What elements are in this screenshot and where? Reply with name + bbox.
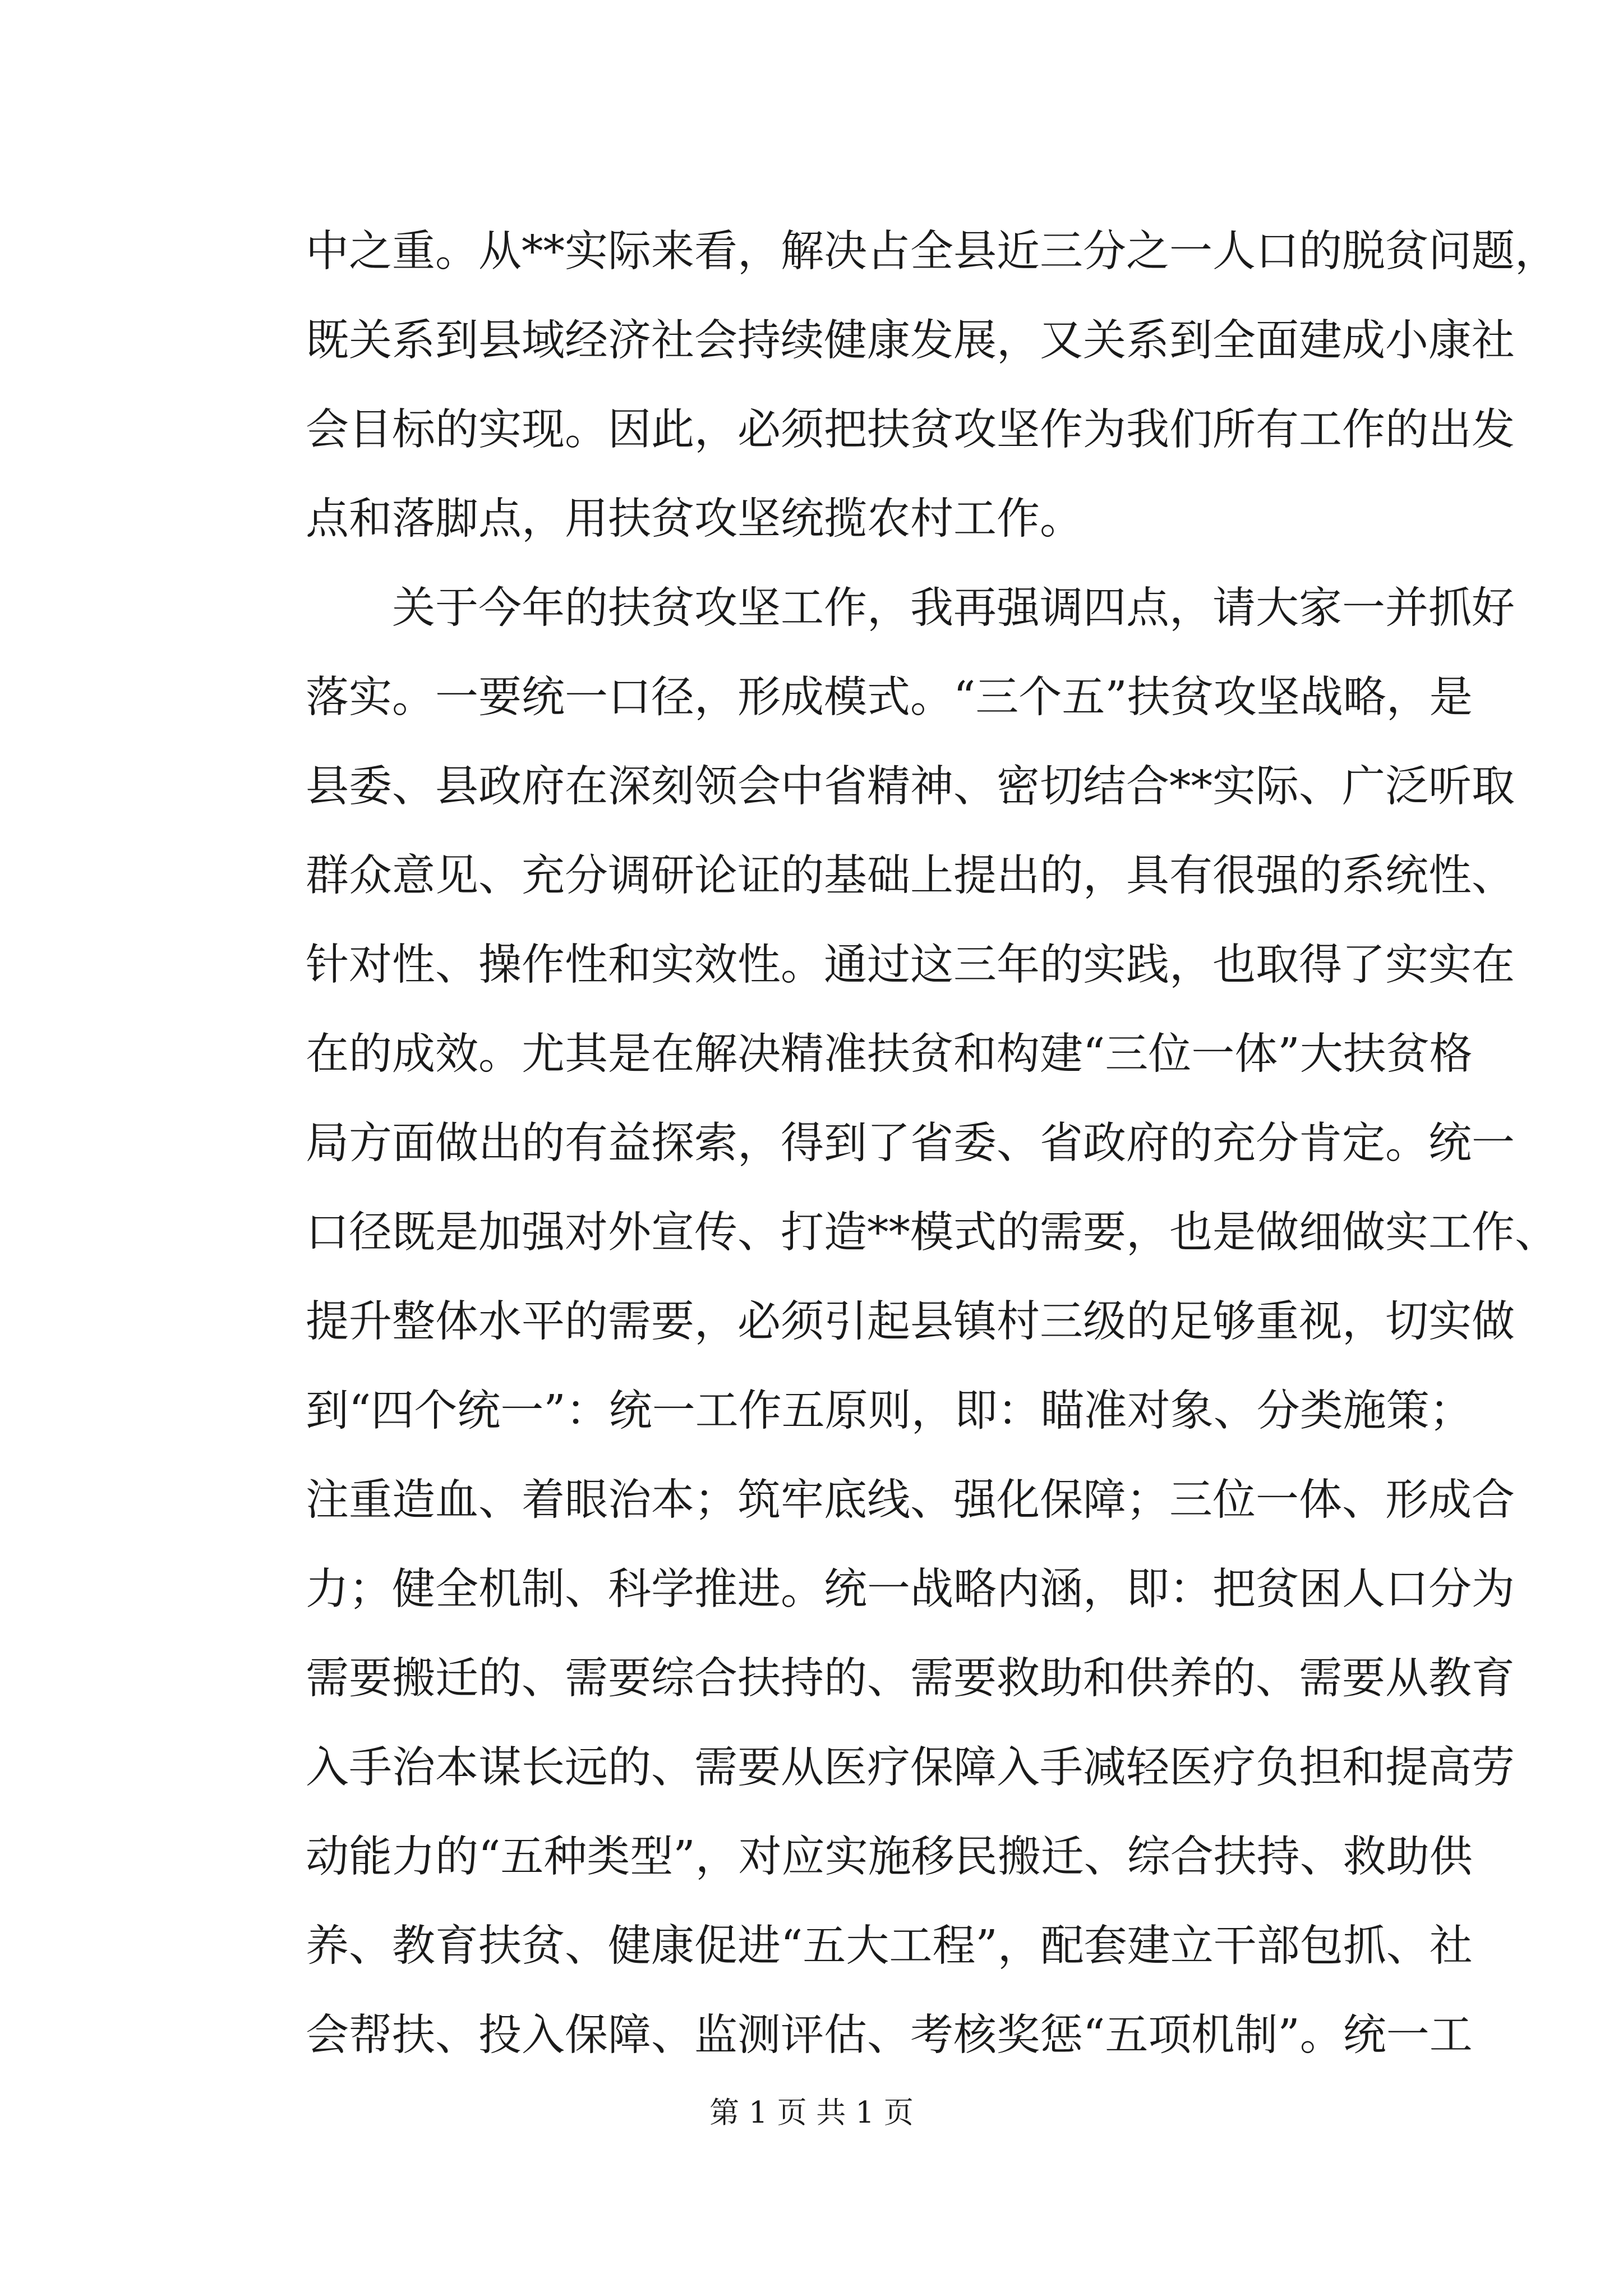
text-line: 在的成效。尤其是在解决精准扶贫和构建“三位一体”大扶贫格 [306, 1029, 1473, 1079]
text-line: 入手治本谋长远的、需要从医疗保障入手减轻医疗负担和提高劳 [306, 1743, 1515, 1793]
text-line: 养、教育扶贫、健康促进“五大工程”，配套建立干部包抓、社 [306, 1921, 1473, 1971]
text-line: 县委、县政府在深刻领会中省精神、密切结合**实际、广泛听取 [306, 762, 1515, 812]
text-line: 口径既是加强对外宣传、打造**模式的需要，也是做细做实工作、 [306, 1208, 1558, 1258]
text-line: 注重造血、着眼治本；筑牢底线、强化保障；三位一体、形成合 [306, 1475, 1515, 1525]
text-line: 针对性、操作性和实效性。通过这三年的实践，也取得了实实在 [306, 940, 1515, 990]
text-line: 提升整体水平的需要，必须引起县镇村三级的足够重视，切实做 [306, 1297, 1515, 1347]
text-line: 关于今年的扶贫攻坚工作，我再强调四点，请大家一并抓好 [392, 583, 1515, 633]
text-line: 局方面做出的有益探索，得到了省委、省政府的充分肯定。统一 [306, 1119, 1515, 1168]
text-line: 需要搬迁的、需要综合扶持的、需要救助和供养的、需要从教育 [306, 1654, 1515, 1704]
text-line: 会帮扶、投入保障、监测评估、考核奖惩“五项机制”。统一工 [306, 2010, 1473, 2060]
document-body [306, 207, 1558, 2080]
page-number-footer: 第 1 页 共 1 页 [709, 2096, 914, 2130]
text-line: 动能力的“五种类型”，对应实施移民搬迁、综合扶持、救助供 [306, 1832, 1473, 1882]
text-line: 点和落脚点，用扶贫攻坚统揽农村工作。 [306, 494, 1083, 544]
text-line: 到“四个统一”：统一工作五原则，即：瞄准对象、分类施策； [306, 1386, 1473, 1436]
text-line: 既关系到县域经济社会持续健康发展，又关系到全面建成小康社 [306, 316, 1515, 366]
text-line: 会目标的实现。因此，必须把扶贫攻坚作为我们所有工作的出发 [306, 405, 1515, 455]
text-line: 力；健全机制、科学推进。统一战略内涵，即：把贫困人口分为 [306, 1565, 1515, 1614]
text-line: 落实。一要统一口径，形成模式。“三个五”扶贫攻坚战略，是 [306, 673, 1473, 723]
text-line: 中之重。从**实际来看，解决占全县近三分之一人口的脱贫问题， [306, 227, 1558, 277]
text-line: 群众意见、充分调研论证的基础上提出的，具有很强的系统性、 [306, 851, 1515, 901]
